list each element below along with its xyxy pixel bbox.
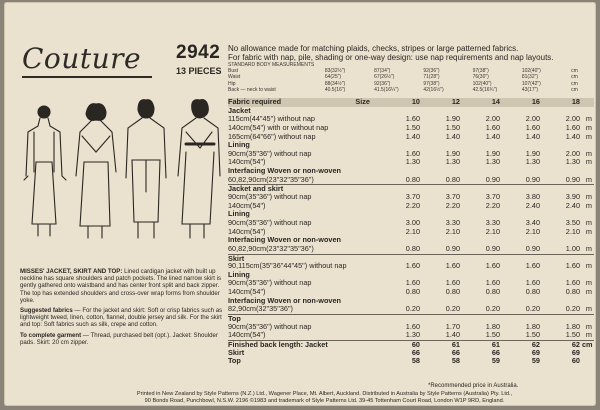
table-row-label: 140cm(54") with or without nap bbox=[228, 123, 329, 132]
table-cell: 66 bbox=[491, 347, 500, 357]
measurement-value: 107(42") bbox=[521, 80, 541, 87]
table-cell: 1.80 bbox=[485, 321, 500, 331]
measurement-label: Hip bbox=[228, 80, 236, 87]
table-row-label: Jacket bbox=[228, 106, 251, 115]
table-cell: 0.90 bbox=[525, 243, 540, 253]
table-cell: 0.90 bbox=[525, 174, 540, 184]
table-cell: 1.40 bbox=[525, 131, 540, 141]
table-cell: 0.20 bbox=[405, 304, 420, 314]
table-row-label: 90,115cm(35"36"44"45") without nap bbox=[228, 262, 347, 271]
table-row-label: 140cm(54") bbox=[228, 201, 266, 210]
table-cell: 3.40 bbox=[525, 217, 540, 227]
table-cell: 1.50 bbox=[405, 122, 420, 132]
table-cell: 0.20 bbox=[445, 304, 460, 314]
table-header-row bbox=[228, 98, 594, 107]
pieces-count: 13 PIECES bbox=[176, 66, 222, 76]
table-row-label: 90cm(35"36") without nap bbox=[228, 218, 312, 227]
table-row-label: Top bbox=[228, 357, 241, 366]
table-cell: 3.70 bbox=[445, 192, 460, 202]
table-cell: 1.50 bbox=[445, 122, 460, 132]
table-cell: 2.00 bbox=[565, 114, 580, 124]
pattern-description bbox=[20, 268, 226, 349]
table-cell: 0.80 bbox=[445, 287, 460, 297]
table-cell: 0.80 bbox=[445, 174, 460, 184]
table-row-label: Interfacing Woven or non-woven bbox=[228, 167, 341, 176]
table-row-label: Top bbox=[228, 315, 241, 323]
measurement-value: 87(34") bbox=[374, 68, 391, 75]
table-cell: 58 bbox=[411, 356, 420, 366]
body-measurements bbox=[228, 62, 590, 93]
table-unit: m bbox=[585, 114, 592, 124]
table-row-label: 90cm(35"36") without nap bbox=[228, 149, 312, 158]
table-cell: 1.60 bbox=[405, 148, 420, 158]
table-row-label: Lining bbox=[228, 210, 250, 219]
table-cell: 1.90 bbox=[485, 148, 500, 158]
table-unit: m bbox=[585, 243, 592, 253]
table-header-label: Fabric required bbox=[228, 98, 282, 106]
table-cell: 62 bbox=[531, 339, 540, 349]
table-row-label: 140cm(54") bbox=[228, 158, 266, 167]
table-unit: m bbox=[585, 321, 592, 331]
table-row-label: Lining bbox=[228, 270, 250, 279]
table-row bbox=[228, 262, 594, 271]
table-unit: cm bbox=[582, 339, 593, 349]
table-cell: 58 bbox=[451, 356, 460, 366]
table-cell: 1.90 bbox=[445, 114, 460, 124]
table-row bbox=[228, 202, 594, 211]
table-unit: m bbox=[585, 304, 592, 314]
table-size-12: 12 bbox=[451, 97, 460, 106]
table-cell: 0.20 bbox=[525, 304, 540, 314]
table-cell: 1.40 bbox=[405, 131, 420, 141]
measurement-value: 43(17") bbox=[521, 86, 539, 93]
table-unit bbox=[580, 357, 592, 366]
complete-label: To complete garment bbox=[20, 331, 82, 339]
table-cell: 1.70 bbox=[445, 321, 460, 331]
table-cell: 1.80 bbox=[565, 321, 580, 331]
table-row bbox=[228, 357, 594, 366]
table-unit: m bbox=[585, 174, 592, 184]
measurement-value: 41.5(16¼") bbox=[374, 86, 399, 93]
table-row-label: 82,90cm(32"35"36") bbox=[228, 305, 293, 314]
table-cell: 1.30 bbox=[405, 330, 420, 340]
recommended-price-note: *Recommended price in Australia. bbox=[428, 383, 519, 389]
measurements-title: STANDARD BODY MEASUREMENTS bbox=[228, 62, 315, 68]
pattern-envelope-back bbox=[4, 2, 596, 406]
table-row bbox=[228, 305, 594, 314]
table-row bbox=[228, 331, 594, 340]
measurement-value: 40.5(16") bbox=[324, 86, 346, 93]
table-size-16: 16 bbox=[531, 97, 540, 106]
table-cell: 2.20 bbox=[405, 200, 420, 210]
table-cell: 2.00 bbox=[485, 114, 500, 124]
table-cell: 69 bbox=[571, 347, 580, 357]
measurement-label: Bust bbox=[228, 68, 239, 75]
measurement-row bbox=[228, 87, 590, 93]
table-cell: 1.80 bbox=[525, 321, 540, 331]
table-cell: 62 bbox=[571, 339, 580, 349]
measurement-value: 42.5(16¾") bbox=[472, 86, 498, 93]
table-cell: 1.60 bbox=[405, 278, 420, 288]
figure-back-view bbox=[126, 100, 166, 238]
table-cell: 1.60 bbox=[405, 321, 420, 331]
table-row-label: Interfacing Woven or non-woven bbox=[228, 236, 341, 245]
table-cell: 0.20 bbox=[565, 304, 580, 314]
table-cell: 0.80 bbox=[485, 287, 500, 297]
note-line-1: No allowance made for matching plaids, checks, stripes or large patterned fabrics. bbox=[228, 44, 519, 53]
table-unit: m bbox=[585, 261, 592, 271]
table-row-label: Skirt bbox=[228, 348, 245, 357]
table-cell: 1.60 bbox=[525, 261, 540, 271]
table-cell: 1.40 bbox=[445, 131, 460, 141]
table-cell: 1.60 bbox=[565, 278, 580, 288]
measurement-value: 42(16½") bbox=[423, 86, 444, 93]
table-row-label: 90cm(35"36") without nap bbox=[228, 279, 312, 288]
table-row-label: Skirt bbox=[228, 254, 245, 263]
table-cell: 0.90 bbox=[485, 174, 500, 184]
table-unit: m bbox=[585, 131, 592, 141]
table-size-14: 14 bbox=[491, 97, 500, 106]
measurement-value: 83(32½") bbox=[324, 68, 346, 75]
table-cell: 3.30 bbox=[485, 217, 500, 227]
table-unit: m bbox=[585, 148, 592, 158]
table-cell: 2.20 bbox=[485, 200, 500, 210]
table-cell: 1.60 bbox=[525, 278, 540, 288]
table-cell: 1.40 bbox=[445, 330, 460, 340]
table-cell: 0.90 bbox=[565, 174, 580, 184]
description-body: Lined cardigan jacket with built up neckline has square shoulders and patch pockets. The lined narrow skirt is gently gathered onto waistband and has center front split and back zipper. The top has extended shoulders and cross-over wrap forms from shoulder yoke. bbox=[20, 268, 222, 304]
table-cell: 1.30 bbox=[565, 157, 580, 167]
table-cell: 1.60 bbox=[525, 122, 540, 132]
table-size-label: Size bbox=[355, 97, 370, 106]
table-unit: m bbox=[585, 217, 592, 227]
table-cell: 3.00 bbox=[405, 217, 420, 227]
table-cell: 1.60 bbox=[565, 122, 580, 132]
table-unit: m bbox=[585, 200, 592, 210]
table-cell: 3.70 bbox=[405, 192, 420, 202]
table-cell: 60 bbox=[571, 356, 580, 366]
table-cell: 1.30 bbox=[485, 157, 500, 167]
table-cell: 1.60 bbox=[445, 261, 460, 271]
brand-underline bbox=[22, 76, 152, 78]
measurement-value: 67(26½") bbox=[374, 74, 395, 81]
table-cell: 1.50 bbox=[565, 330, 580, 340]
table-cell: 1.30 bbox=[445, 157, 460, 167]
table-row-label: 140cm(54") bbox=[228, 227, 266, 236]
table-cell: 0.80 bbox=[565, 287, 580, 297]
table-cell: 1.40 bbox=[485, 131, 500, 141]
fashion-illustration bbox=[14, 92, 224, 242]
table-unit: m bbox=[585, 157, 592, 167]
table-row bbox=[228, 133, 594, 142]
table-cell: 1.60 bbox=[565, 261, 580, 271]
table-cell: 1.00 bbox=[565, 243, 580, 253]
table-unit bbox=[580, 349, 592, 358]
table-unit: m bbox=[585, 278, 592, 288]
table-cell: 2.00 bbox=[525, 114, 540, 124]
table-row-label: Lining bbox=[228, 141, 250, 150]
measurement-unit: cm bbox=[571, 86, 578, 93]
table-cell: 2.00 bbox=[565, 148, 580, 158]
measurement-unit: cm bbox=[571, 74, 578, 81]
measurement-value: 102(40") bbox=[472, 80, 492, 87]
table-cell: 1.30 bbox=[405, 157, 420, 167]
table-cell: 66 bbox=[411, 347, 420, 357]
pattern-number: 2942 bbox=[176, 42, 221, 63]
figure-top-skirt bbox=[76, 104, 116, 238]
table-cell: 2.10 bbox=[485, 226, 500, 236]
table-row-label: Jacket and skirt bbox=[228, 185, 284, 194]
note-line-2: For fabric with nap, pile, shading or one-way design: use nap requirements and nap layouts. bbox=[228, 53, 554, 63]
table-cell: 1.60 bbox=[445, 278, 460, 288]
table-cell: 1.90 bbox=[445, 148, 460, 158]
table-unit: m bbox=[585, 287, 592, 297]
table-unit: m bbox=[585, 226, 592, 236]
table-cell: 66 bbox=[451, 347, 460, 357]
table-cell: 0.80 bbox=[405, 243, 420, 253]
table-cell: 1.50 bbox=[525, 330, 540, 340]
table-cell: 0.80 bbox=[405, 287, 420, 297]
table-cell: 1.60 bbox=[405, 114, 420, 124]
table-unit: m bbox=[585, 330, 592, 340]
measurement-value: 81(32") bbox=[521, 74, 539, 81]
table-size-18: 18 bbox=[571, 97, 580, 106]
table-row-label: 90cm(35"36") without nap bbox=[228, 193, 312, 202]
table-header-spacer bbox=[370, 98, 380, 107]
table-cell: 1.60 bbox=[485, 261, 500, 271]
fabric-requirements-table bbox=[228, 98, 594, 366]
table-size-10: 10 bbox=[411, 97, 420, 106]
footer-line-2: 90 Bonds Road, Punchbowl, N.S.W. 2196 ©1983 and trademark of Style Patterns Ltd. 39-45 Tottenham Court Road, London W1P 9RD, England. bbox=[144, 397, 505, 404]
measurement-value: 64(25") bbox=[324, 74, 342, 81]
measurement-unit: cm bbox=[571, 68, 578, 75]
table-cell: 60 bbox=[411, 339, 420, 349]
table-row bbox=[228, 228, 594, 237]
table-unit: m bbox=[585, 192, 592, 202]
measurement-unit: cm bbox=[571, 80, 578, 87]
table-cell: 2.40 bbox=[525, 200, 540, 210]
measurement-value: 76(30") bbox=[472, 74, 489, 81]
table-cell: 1.50 bbox=[485, 330, 500, 340]
measurement-value: 92(36") bbox=[423, 68, 440, 75]
table-row-label: 90cm(35"36") without nap bbox=[228, 322, 312, 331]
measurement-value: 102(40") bbox=[521, 68, 541, 75]
measurement-value: 97(38") bbox=[423, 80, 440, 87]
table-cell: 1.60 bbox=[485, 278, 500, 288]
table-row bbox=[228, 176, 594, 185]
table-cell: 0.20 bbox=[485, 304, 500, 314]
figure-belted-jacket bbox=[178, 100, 220, 238]
table-row bbox=[228, 288, 594, 297]
table-cell: 3.70 bbox=[485, 192, 500, 202]
measurement-value: 92(36") bbox=[374, 80, 391, 87]
figure-jacket-skirt bbox=[24, 106, 66, 236]
table-row-label: 60,82,90cm(23"32"35"36") bbox=[228, 175, 314, 184]
table-row-label: Finished back length: Jacket bbox=[228, 340, 328, 349]
table-cell: 3.90 bbox=[565, 192, 580, 202]
table-row-label: 115cm(44"45") without nap bbox=[228, 115, 315, 124]
table-cell: 2.10 bbox=[525, 226, 540, 236]
measurement-value: 71(28") bbox=[423, 74, 440, 81]
table-cell: 1.30 bbox=[525, 157, 540, 167]
measurement-label: Waist bbox=[228, 74, 241, 81]
table-cell: 1.60 bbox=[405, 261, 420, 271]
table-cell: 1.90 bbox=[525, 148, 540, 158]
table-cell: 61 bbox=[491, 339, 500, 349]
table-cell: 69 bbox=[531, 347, 540, 357]
table-cell: 1.40 bbox=[565, 131, 580, 141]
table-cell: 0.80 bbox=[525, 287, 540, 297]
printer-footer bbox=[52, 391, 597, 404]
table-cell: 59 bbox=[491, 356, 500, 366]
fabrics-text: — For the jacket and skirt: Soft or crisp fabrics such as lightweight tweed, linen, cotton, flannel, double jersey and silk. For the skirt and top: Soft fabrics such as silk, crepe and cotton. bbox=[20, 307, 223, 329]
table-cell: 0.90 bbox=[485, 243, 500, 253]
table-row-label: 60,82,90cm(23"32"35"36") bbox=[228, 244, 314, 253]
measurement-label: Back — neck to waist bbox=[228, 86, 276, 93]
table-row-label: 140cm(54") bbox=[228, 331, 266, 340]
description-title: MISSES' JACKET, SKIRT AND TOP: bbox=[20, 268, 123, 275]
table-row bbox=[228, 245, 594, 254]
table-row-label: Interfacing Woven or non-woven bbox=[228, 296, 341, 305]
table-cell: 2.10 bbox=[405, 226, 420, 236]
brand-logo: Couture bbox=[22, 42, 142, 75]
table-row-label: 165cm(64"66") without nap bbox=[228, 132, 316, 141]
table-cell: 59 bbox=[531, 356, 540, 366]
table-cell: 0.90 bbox=[445, 243, 460, 253]
measurement-value: 88(34½") bbox=[324, 80, 346, 87]
table-row-label: 140cm(54") bbox=[228, 288, 266, 297]
table-cell: 61 bbox=[451, 339, 460, 349]
footer-line-1: Printed in New Zealand by Style Patterns (N.Z.) Ltd., Wagener Place, Mt. Albert, Auckland. Distributed in Australia by Style Patterns (Australia) Pty. Ltd., bbox=[136, 391, 513, 397]
measurement-value: 97(38") bbox=[472, 68, 489, 75]
complete-text: — Thread, purchased belt (opt.). Jacket: Shoulder pads. Skirt: 20 cm zipper. bbox=[20, 331, 218, 346]
table-cell: 3.30 bbox=[445, 217, 460, 227]
table-row bbox=[228, 158, 594, 167]
table-cell: 2.10 bbox=[565, 226, 580, 236]
table-cell: 2.40 bbox=[565, 200, 580, 210]
table-unit: m bbox=[585, 122, 592, 132]
table-cell: 3.50 bbox=[565, 217, 580, 227]
table-cell: 2.10 bbox=[445, 226, 460, 236]
fabrics-label: Suggested fabrics bbox=[20, 307, 73, 315]
table-cell: 1.60 bbox=[485, 122, 500, 132]
table-cell: 3.80 bbox=[525, 192, 540, 202]
table-cell: 0.80 bbox=[405, 174, 420, 184]
table-cell: 2.20 bbox=[445, 200, 460, 210]
fabric-notes bbox=[228, 44, 598, 62]
